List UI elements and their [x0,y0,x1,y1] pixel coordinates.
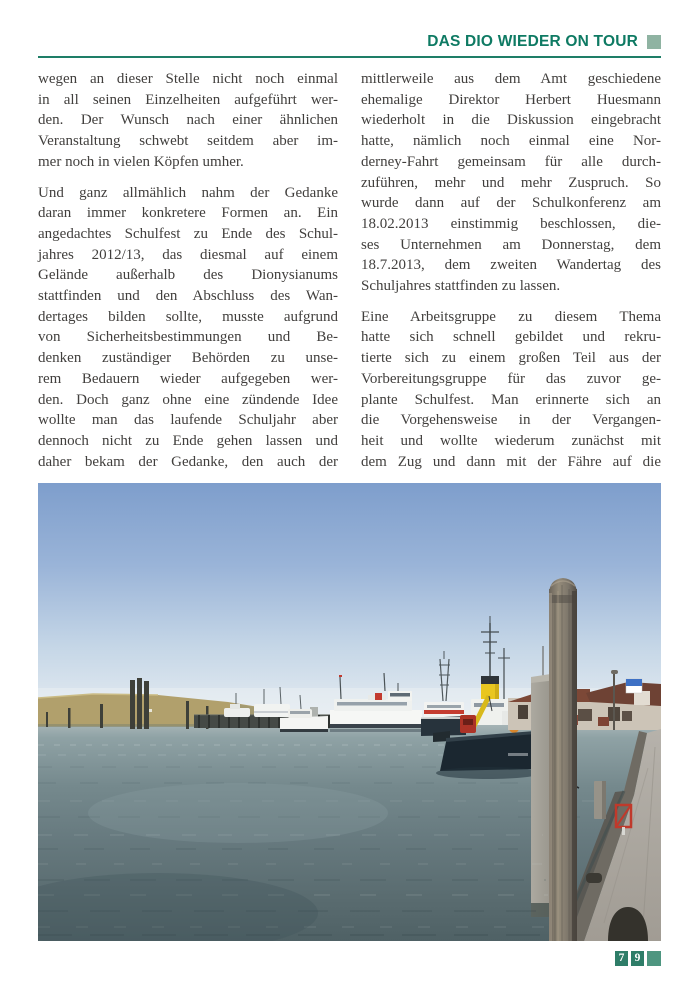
text-line: Gelände außerhalb des Dionysianums [38,267,338,284]
header-square-ornament [647,35,661,49]
text-line: dem Zug und dann mit der Fähre auf die [361,453,661,470]
paragraph [361,69,661,297]
left-column [38,69,338,472]
text-line: Veranstaltung schwebt seitdem aber im- [38,133,338,150]
right-column [361,69,661,472]
wooden-post [549,578,577,941]
text-line: 18.02.2013 einstimmig beschlossen, die- [361,215,661,232]
text-line: Vorbereitungsgruppe für das zuvor ge- [361,370,661,387]
footer-square-ornament [647,951,661,966]
water-light-patch [88,783,388,843]
text-line: hatte sich schnell gebildet und rekru- [361,329,661,346]
text-line: wollte man das laufende Schuljahr aber [38,412,338,429]
text-line: 18.7.2013, dem zweiten Wandertag des [361,257,661,274]
text-line: jahres 2012/13, das diesmal auf einem [38,246,338,263]
paragraph [38,69,338,173]
text-line: dertages bilden sollte, musste aufgrund [38,308,338,325]
text-line: hatte, nämlich noch einmal eine Nor- [361,133,661,150]
page-header [38,33,661,51]
text-line: stattfinden und den Abschluss des Wan- [38,288,338,305]
text-line: derney-Fahrt gemeinsam für alle durch- [361,153,661,170]
harbor-photo-canvas [38,483,661,941]
text-line: Und ganz allmählich nahm der Gedanke [38,184,338,201]
paragraph [361,307,661,473]
article-body [38,69,661,472]
text-line: plante Schulfest. Man erinnerte sich an [361,391,661,408]
paragraph [38,183,338,473]
text-line: Schuljahres stattfinden zu lassen. [361,278,561,295]
text-line: in all seinen Einzelheiten aufgeführt wer- [38,91,338,108]
text-line: wurde dann auf der Schulkonferenz am [361,195,661,212]
text-line: wegen an dieser Stelle nicht noch einmal [38,71,338,87]
text-line: mittlerweile aus dem Amt geschiedene [361,71,661,87]
text-line: daher bekam der Gedanke, den auch der [38,453,338,470]
text-line: angedachtes Schulfest zu Ende des Schul- [38,225,338,242]
text-line: tierte sich zu einem großen Teil aus der [361,350,661,367]
text-line: ses Unternehmen am Donnerstag, dem [361,236,661,253]
text-line: heit und wollte wiederum zunächst mit [361,432,661,449]
harbor-photo [38,483,661,941]
text-line: Eine Arbeitsgruppe zu diesem Thema [361,308,661,325]
text-line: rem Bedauern wieder aufgegeben wer- [38,370,338,387]
page-digit-box: 9 [631,951,644,966]
text-line: ehemalige Direktor Herbert Huesmann [361,91,661,108]
text-line: die Vorgehensweise in der Vergangen- [361,412,661,429]
text-line: daran immer konkretere Formen an. Ein [38,205,338,222]
page-number [615,951,661,966]
text-line: denken zuständiger Behörden zu unse- [38,350,338,367]
text-line: mer noch in vielen Köpfen umher. [38,153,244,170]
text-line: den. Doch ganz ohne eine zündende Idee [38,391,338,408]
page-title: DAS DIO WIEDER ON TOUR [427,33,638,50]
text-line: den. Der Wunsch nach einer ähnlichen [38,112,338,129]
text-line: wiederholt in die Diskussion eingebracht [361,112,661,129]
mooring-cleat [586,873,602,883]
text-line: von Sicherheitsbestimmungen und Be- [38,329,338,346]
text-line: dennoch nicht zu Ende gehen lassen und [38,432,338,449]
header-rule [38,56,661,58]
text-line: zuführen, mehr und mehr Zuspruch. So [361,174,661,191]
page-digit-box: 7 [615,951,628,966]
